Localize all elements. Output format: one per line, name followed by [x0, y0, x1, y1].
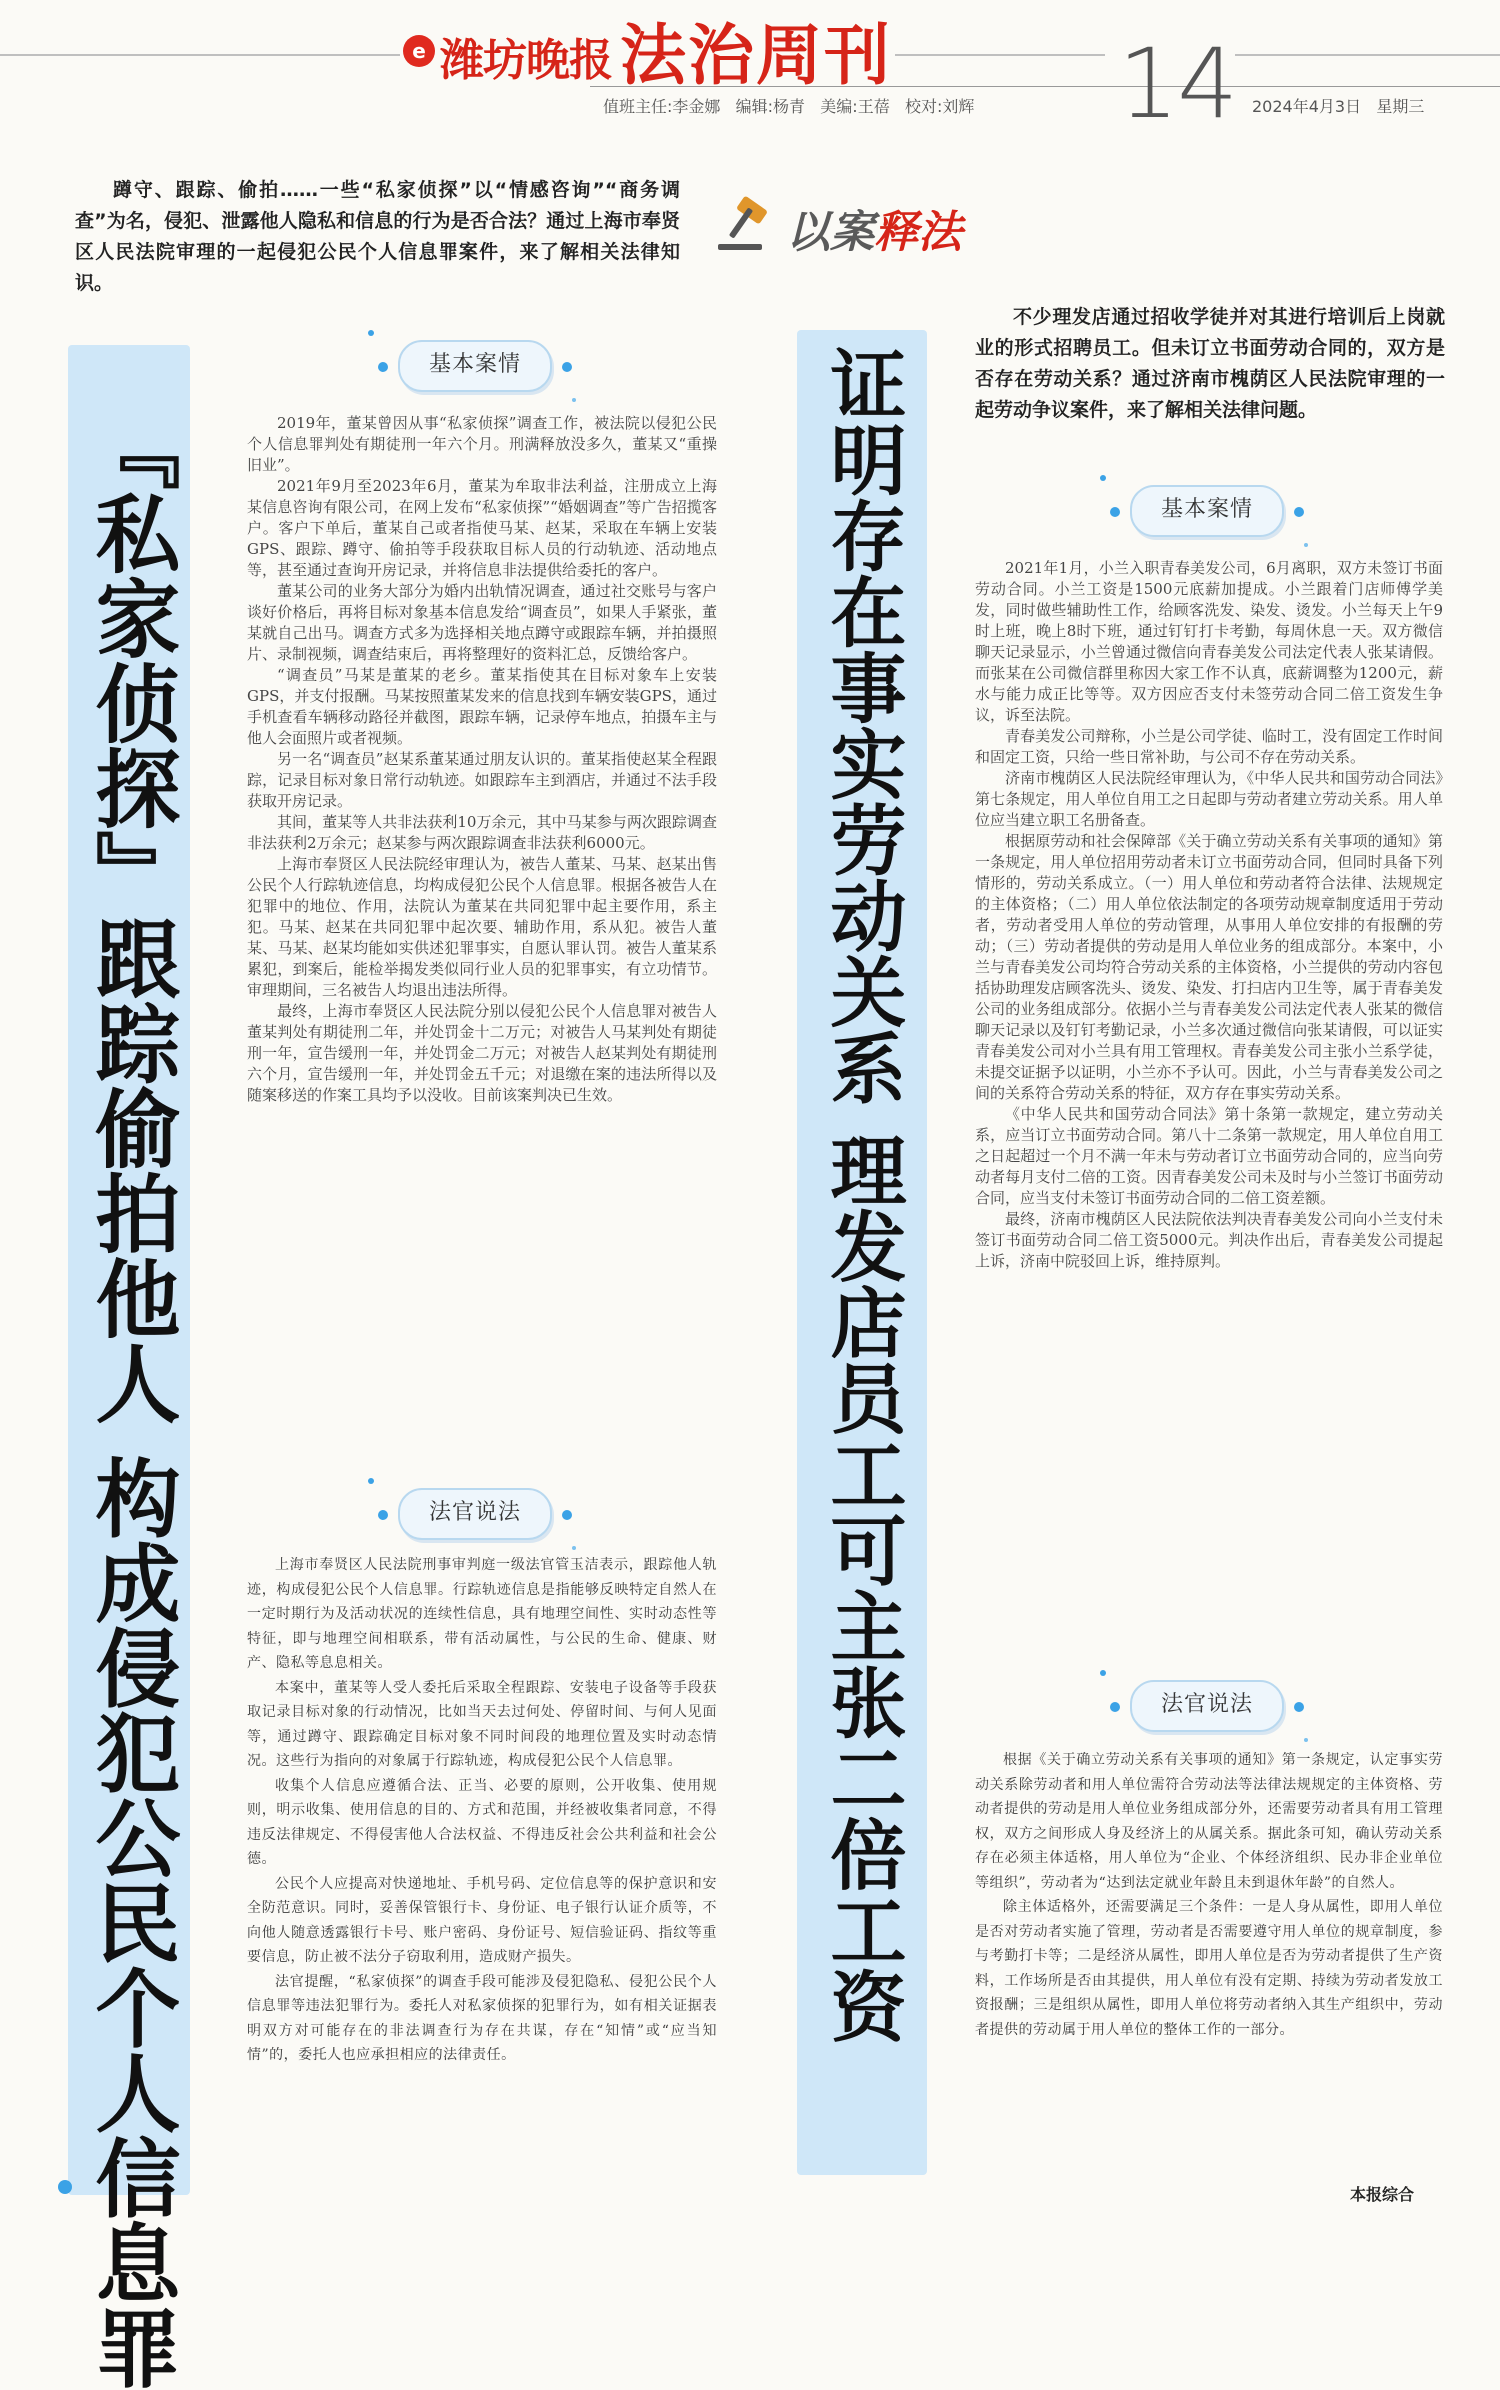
staff-credits: 值班主任:李金娜 编辑:杨青 美编:王蓓 校对:刘辉	[603, 97, 975, 116]
paper-logo-icon: e	[403, 35, 435, 67]
paragraph: 另一名“调查员”赵某系董某通过朋友认识的。董某指使赵某全程跟踪，记录目标对象日常行动轨迹。如跟踪车主到酒店，并通过不法手段获取开房记录。	[247, 750, 717, 810]
paragraph: 根据《关于确立劳动关系有关事项的通知》第一条规定，认定事实劳动关系除劳动者和用人单位需符合劳动法等法律法规规定的主体资格、劳动者提供的劳动是用人单位业务组成部分外，还需要劳动者具有用工管理权，双方之间形成人身及经济上的从属关系。据此条可知，确认劳动关系存在必须主体适格，用人单位为“企业、个体经济组织、民办非企业单位等组织”，劳动者为“达到法定就业年龄且未到退休年龄”的自然人。	[975, 1752, 1443, 1891]
paragraph: 济南市槐荫区人民法院经审理认为，《中华人民共和国劳动合同法》第七条规定，用人单位自用工之日起即与劳动者建立劳动关系。用人单位应当建立职工名册备查。	[975, 769, 1443, 829]
article1-section1-body	[247, 413, 717, 1106]
article1-headline: 『私家侦探』跟踪偷拍他人 构成侵犯公民个人信息罪	[81, 405, 180, 2390]
article1-section1-title: 基本案情	[398, 340, 552, 392]
masthead-rule-mid	[895, 54, 1105, 56]
article2-section1-body	[975, 558, 1443, 1272]
feature-label	[716, 190, 1016, 260]
pill-spark	[572, 1546, 576, 1550]
article1-section2-body	[247, 1553, 717, 2068]
pill-spark	[1100, 1670, 1106, 1676]
masthead-rule-left	[0, 54, 400, 56]
article1-section2-title: 法官说法	[398, 1488, 552, 1540]
pill-spark	[1304, 1738, 1308, 1742]
article2-intro: 不少理发店通过招收学徒并对其进行培训后上岗就业的形式招聘员工。但未订立书面劳动合同的，双方是否存在劳动关系？通过济南市槐荫区人民法院审理的一起劳动争议案件，来了解相关法律问题。	[975, 306, 1445, 421]
paragraph: 上海市奉贤区人民法院刑事审判庭一级法官管玉洁表示，跟踪他人轨迹，构成侵犯公民个人信息罪。行踪轨迹信息是指能够反映特定自然人在一定时期行为及活动状况的连续性信息，具有地理空间性、实时动态性等特征，即与地理空间相联系，带有活动属性，与公民的生命、健康、财产、隐私等息息相关。	[247, 1557, 717, 1671]
article2-section2-body	[975, 1748, 1443, 2042]
paragraph: 公民个人应提高对快递地址、手机号码、定位信息等的保护意识和安全防范意识。同时，妥善保管银行卡、身份证、电子银行认证介质等，不向他人随意透露银行卡号、账户密码、身份证号、短信验证码、指纹等重要信息，防止被不法分子窃取利用，造成财产损失。	[247, 1875, 717, 1965]
paragraph: 青春美发公司辩称，小兰是公司学徒、临时工，没有固定工作时间和固定工资，只给一些日常补助，与公司不存在劳动关系。	[975, 727, 1443, 766]
paragraph: 本案中，董某等人受人委托后采取全程跟踪、安装电子设备等手段获取记录目标对象的行动情况，比如当天去过何处、停留时间、与何人见面等，通过蹲守、跟踪确定目标对象不同时间段的地理位置及实时动态情况。这些行为指向的对象属于行踪轨迹，构成侵犯公民个人信息罪。	[247, 1679, 717, 1769]
page-number: 14	[1118, 28, 1237, 140]
pill-spark	[368, 1478, 374, 1484]
paragraph: 《中华人民共和国劳动合同法》第十条第一款规定，建立劳动关系，应当订立书面劳动合同。第八十二条第一款规定，用人单位自用工之日起超过一个月不满一年未与劳动者订立书面劳动合同的，应当向劳动者每月支付二倍的工资。因青春美发公司未及时与小兰签订书面劳动合同，应当支付未签订书面劳动合同的二倍工资差额。	[975, 1105, 1443, 1207]
issue-date: 2024年4月3日 星期三	[1252, 97, 1425, 116]
paragraph: 其间，董某等人共非法获利10万余元，其中马某参与两次跟踪调查非法获利2万余元；赵某参与两次跟踪调查非法获利6000元。	[247, 813, 717, 852]
paragraph: 董某公司的业务大部分为婚内出轨情况调查，通过社交账号与客户谈好价格后，再将目标对象基本信息发给“调查员”，如果人手紧张，董某就自己出马。调查方式多为选择相关地点蹲守或跟踪车辆，并拍摄照片、录制视频，调查结束后，再将整理好的资料汇总，反馈给客户。	[247, 582, 717, 663]
paper-name: 潍坊晚报	[440, 35, 612, 86]
pill-spark	[572, 398, 576, 402]
paragraph: 最终，上海市奉贤区人民法院分别以侵犯公民个人信息罪对被告人董某判处有期徒刑二年，并处罚金十二万元；对被告人马某判处有期徒刑一年，宣告缓刑一年，并处罚金二万元；对被告人赵某判处有期徒刑六个月，宣告缓刑一年，并处罚金五千元；对退缴在案的违法所得以及随案移送的作案工具均予以没收。目前该案判决已生效。	[247, 1002, 717, 1104]
paragraph: 根据原劳动和社会保障部《关于确立劳动关系有关事项的通知》第一条规定，用人单位招用劳动者未订立书面劳动合同，但同时具备下列情形的，劳动关系成立。（一）用人单位和劳动者符合法律、法规规定的主体资格；（二）用人单位依法制定的各项劳动规章制度适用于劳动者，劳动者受用人单位的劳动管理，从事用人单位安排的有报酬的劳动；（三）劳动者提供的劳动是用人单位业务的组成部分。本案中，小兰与青春美发公司均符合劳动关系的主体资格，小兰提供的劳动内容包括协助理发店顾客洗头、烫发、染发、打扫店内卫生等，属于青春美发公司的业务组成部分。依据小兰与青春美发公司法定代表人张某的微信聊天记录以及钉钉考勤记录，小兰多次通过微信向张某请假，可以证实青春美发公司对小兰具有用工管理权。青春美发公司主张小兰系学徒，未提交证据予以证明，小兰亦不予认可。因此，小兰与青春美发公司之间的关系符合劳动关系的特征，双方存在事实劳动关系。	[975, 832, 1443, 1102]
article1-intro: 蹲守、跟踪、偷拍……一些“私家侦探”以“情感咨询”“商务调查”为名，侵犯、泄露他人隐私和信息的行为是否合法？通过上海市奉贤区人民法院审理的一起侵犯公民个人信息罪案件，来了解相关法律知识。	[75, 179, 680, 294]
paragraph: 法官提醒，“私家侦探”的调查手段可能涉及侵犯隐私、侵犯公民个人信息罪等违法犯罪行为。委托人对私家侦探的犯罪行为，如有相关证据表明双方对可能存在的非法调查行为存在共谋，存在“知情”或“应当知情”的，委托人也应承担相应的法律责任。	[247, 1973, 717, 2063]
paragraph: 2019年，董某曾因从事“私家侦探”调查工作，被法院以侵犯公民个人信息罪判处有期徒刑一年六个月。刑满释放没多久，董某又“重操旧业”。	[247, 414, 717, 474]
section-title: 法治周刊	[620, 16, 892, 94]
pill-spark	[1100, 475, 1106, 481]
masthead-rule-right	[1235, 54, 1500, 56]
paragraph: 上海市奉贤区人民法院经审理认为，被告人董某、马某、赵某出售公民个人行踪轨迹信息，均构成侵犯公民个人信息罪。根据各被告人在犯罪中的地位、作用，法院认为董某在共同犯罪中起主要作用，系主犯。马某、赵某在共同犯罪中起次要、辅助作用，系从犯。被告人董某、马某、赵某均能如实供述犯罪事实，自愿认罪认罚。被告人董某系累犯，到案后，能检举揭发类似同行业人员的犯罪事实，有立功情节。审理期间，三名被告人均退出违法所得。	[247, 855, 717, 999]
paragraph: 除主体适格外，还需要满足三个条件：一是人身从属性，即用人单位是否对劳动者实施了管理，劳动者是否需要遵守用人单位的规章制度，参与考勤打卡等；二是经济从属性，即用人单位是否为劳动者提供了生产资料，工作场所是否由其提供，用人单位有没有定期、持续为劳动者发放工资报酬；三是组织从属性，即用人单位将劳动者纳入其生产组织中，劳动者提供的劳动属于用人单位的整体工作的一部分。	[975, 1899, 1443, 2038]
paragraph: 2021年9月至2023年6月，董某为牟取非法利益，注册成立上海某信息咨询有限公司，在网上发布“私家侦探”“婚姻调查”等广告招揽客户。客户下单后，董某自己或者指使马某、赵某，采取在车辆上安装GPS、跟踪、蹲守、偷拍等手段获取目标人员的行动轨迹、活动地点等，甚至通过查询开房记录，并将信息非法提供给委托的客户。	[247, 477, 717, 579]
gavel-icon	[716, 196, 778, 254]
article2-headline: 证明存在事实劳动关系 理发店员工可主张二倍工资	[818, 345, 907, 2044]
feature-label-text	[786, 196, 962, 260]
paragraph: 2021年1月，小兰入职青春美发公司，6月离职，双方未签订书面劳动合同。小兰工资是1500元底薪加提成。小兰跟着门店师傅学美发，同时做些辅助性工作，给顾客洗发、染发、烫发。小兰每天上午9时上班，晚上8时下班，通过钉钉打卡考勤，每周休息一天。双方微信聊天记录显示，小兰曾通过微信向青春美发公司法定代表人张某请假。而张某在公司微信群里称因大家工作不认真，底薪调整为1200元，薪水与能力成正比等等。双方因应否支付未签劳动合同二倍工资发生争议，诉至法院。	[975, 559, 1443, 724]
feature-label-part1: 以案	[786, 207, 874, 258]
paragraph: 收集个人信息应遵循合法、正当、必要的原则，公开收集、使用规则，明示收集、使用信息的目的、方式和范围，并经被收集者同意，不得违反法律规定、不得侵害他人合法权益、不得违反社会公共利益和社会公德。	[247, 1777, 717, 1867]
paragraph: “调查员”马某是董某的老乡。董某指使其在目标对象车上安装GPS，并支付报酬。马某按照董某发来的信息找到车辆安装GPS，通过手机查看车辆移动路径并截图，跟踪车辆，记录停车地点，拍摄车主与他人会面照片或者视频。	[247, 666, 717, 747]
headline1-dot	[58, 2180, 72, 2194]
paragraph: 最终，济南市槐荫区人民法院依法判决青春美发公司向小兰支付未签订书面劳动合同二倍工资5000元。判决作出后，青春美发公司提起上诉，济南中院驳回上诉，维持原判。	[975, 1210, 1443, 1270]
article2-section2-title: 法官说法	[1130, 1680, 1284, 1732]
article2-section1-title: 基本案情	[1130, 485, 1284, 537]
feature-label-part2: 释法	[874, 207, 962, 258]
source-credit: 本报综合	[1350, 2185, 1415, 2204]
pill-spark	[1304, 543, 1308, 547]
pill-spark	[368, 330, 374, 336]
